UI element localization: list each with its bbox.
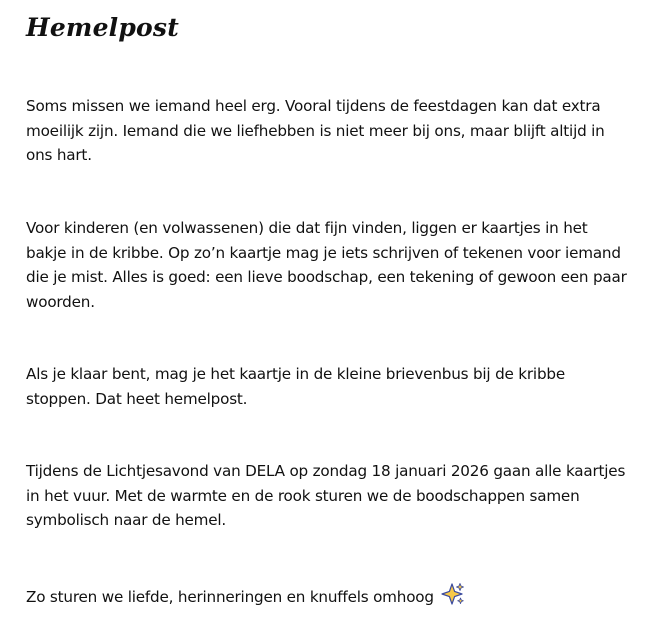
paragraph-intro: Soms missen we iemand heel erg. Vooral tijdens de feestdagen kan dat extra moeilijk zijn. Iemand die we liefhebben is niet meer bij ons, maar blijft altijd in ons hart. xyxy=(26,97,605,164)
page-title: Hemelpost xyxy=(26,13,179,42)
paragraph-cards: Voor kinderen (en volwassenen) die dat fijn vinden, liggen er kaartjes in het bakje in de kribbe. Op zo’n kaartje mag je iets schrijven of tekenen voor iemand die je mist. Alles is goed: een lieve boodschap, een tekening of gewoon een paar woorden. xyxy=(26,219,627,311)
sparkles-icon xyxy=(441,582,465,614)
paragraph-closing xyxy=(26,582,632,614)
paragraph-mailbox: Als je klaar bent, mag je het kaartje in de kleine brievenbus bij de kribbe stoppen. Dat heet hemelpost. xyxy=(26,365,565,408)
document xyxy=(26,12,632,606)
paragraph-lichtjesavond: Tijdens de Lichtjesavond van DELA op zondag 18 januari 2026 gaan alle kaartjes in het vuur. Met de warmte en de rook sturen we de boodschappen samen symbolisch naar de hemel. xyxy=(26,462,626,529)
closing-text: Zo sturen we liefde, herinneringen en knuffels omhoog xyxy=(26,588,434,606)
